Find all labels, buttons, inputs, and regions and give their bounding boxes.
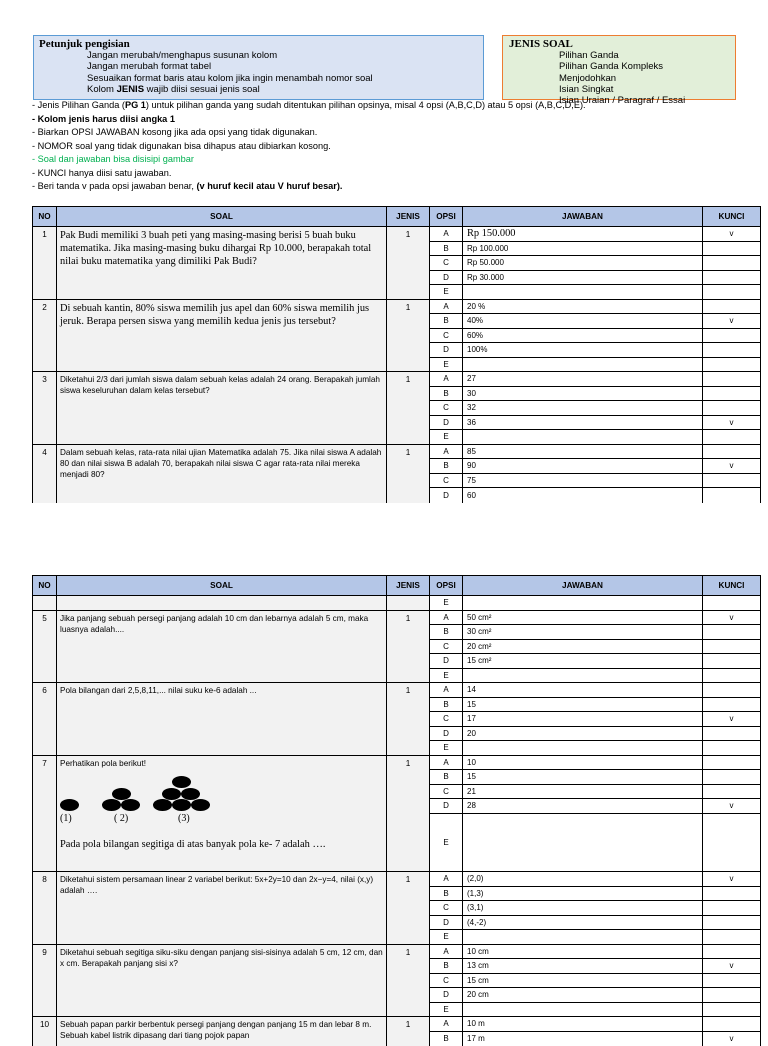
answer-key-cell[interactable] — [703, 916, 760, 931]
petunjuk-line: Kolom JENIS wajib diisi sesuai jenis soal — [39, 84, 478, 95]
option-answer-field[interactable]: 60 — [463, 488, 702, 503]
answer-key-cell[interactable] — [703, 329, 760, 344]
option-answer-field[interactable]: Rp 30.000 — [463, 271, 702, 286]
answer-key-cell[interactable] — [703, 625, 760, 640]
petunjuk-line: Jangan merubah/menghapus susunan kolom — [39, 50, 478, 61]
answer-key-cell[interactable] — [703, 814, 760, 873]
petunjuk-box — [33, 35, 484, 100]
option-answer-field[interactable]: 20 cm² — [463, 640, 702, 655]
option-keys — [703, 596, 761, 611]
option-letter: C — [430, 329, 462, 344]
question-text[interactable] — [57, 445, 387, 503]
option-letter: C — [430, 785, 462, 800]
option-letter: A — [430, 683, 462, 698]
option-letter: C — [430, 474, 462, 489]
pattern-dot — [181, 788, 200, 800]
option-answers — [463, 683, 703, 756]
option-answer-field[interactable]: 10 — [463, 756, 702, 771]
option-answer-field[interactable] — [463, 285, 702, 300]
question-type[interactable]: 1 — [387, 300, 430, 373]
option-letter: E — [430, 430, 462, 445]
option-answer-field[interactable]: 27 — [463, 372, 702, 387]
option-letter: C — [430, 401, 462, 416]
option-answer-field[interactable]: (2,0) — [463, 872, 702, 887]
answer-key-cell[interactable] — [703, 256, 760, 271]
jenis-soal-box — [502, 35, 736, 100]
question-type[interactable]: 1 — [387, 756, 430, 873]
answer-key-cell[interactable] — [703, 474, 760, 489]
question-text-line: Dalam sebuah kelas, rata-rata nilai ujian Matematika adalah 75. Jika nilai siswa A adalah 80 dan nilai siswa B adalah 70, berapakah nilai siswa C agar rata-rata nilai mereka menjadi 80? — [60, 447, 383, 480]
option-answer-field[interactable]: 50 cm² — [463, 611, 702, 626]
option-letter: E — [430, 596, 462, 611]
note-line: - Beri tanda v pada opsi jawaban benar, (v huruf kecil atau V huruf besar). — [32, 180, 586, 194]
option-letter: D — [430, 654, 462, 669]
option-letter: E — [430, 285, 462, 300]
option-keys — [703, 945, 761, 1018]
note-line: - Soal dan jawaban bisa disisipi gambar — [32, 153, 586, 167]
option-answer-field[interactable]: 15 — [463, 698, 702, 713]
option-letter: C — [430, 974, 462, 989]
answer-key-cell[interactable] — [703, 430, 760, 445]
answer-key-cell[interactable] — [703, 741, 760, 756]
pattern-dot — [121, 799, 140, 811]
jenis-soal-item: Pilihan Ganda Kompleks — [509, 61, 729, 72]
pattern-dot — [102, 799, 121, 811]
option-answer-field[interactable]: 100% — [463, 343, 702, 358]
option-answers — [463, 372, 703, 445]
header-opsi: OPSI — [430, 206, 463, 227]
answer-key-cell[interactable]: v — [703, 459, 760, 474]
question-type[interactable]: 1 — [387, 945, 430, 1018]
option-answer-field[interactable]: 15 cm — [463, 974, 702, 989]
question-number: 5 — [32, 611, 57, 684]
answer-key-cell[interactable]: v — [703, 1032, 760, 1046]
answer-key-cell[interactable] — [703, 785, 760, 800]
question-text[interactable] — [57, 1017, 387, 1046]
option-letter: E — [430, 669, 462, 684]
question-type[interactable]: 1 — [387, 445, 430, 503]
header-jawaban: JAWABAN — [463, 206, 703, 227]
pattern-dot — [60, 799, 79, 811]
petunjuk-line: Sesuaikan format baris atau kolom jika ingin menambah nomor soal — [39, 73, 478, 84]
option-answer-field[interactable] — [463, 930, 702, 945]
header-opsi: OPSI — [430, 575, 463, 596]
option-letter: A — [430, 300, 462, 315]
answer-key-cell[interactable]: v — [703, 712, 760, 727]
answer-key-cell[interactable]: v — [703, 959, 760, 974]
option-answer-field[interactable]: 40% — [463, 314, 702, 329]
question-text[interactable] — [57, 945, 387, 1018]
option-letter: D — [430, 488, 462, 503]
question-text[interactable] — [57, 596, 387, 611]
option-letter: A — [430, 756, 462, 771]
pattern-label: (3) — [178, 813, 190, 824]
pattern-dot — [162, 788, 181, 800]
option-answer-field[interactable]: 10 cm — [463, 945, 702, 960]
option-answers — [463, 872, 703, 945]
option-letter: D — [430, 271, 462, 286]
option-letter: A — [430, 227, 462, 242]
question-number: 4 — [32, 445, 57, 503]
option-answer-field[interactable]: 75 — [463, 474, 702, 489]
option-letter: B — [430, 770, 462, 785]
option-answer-field[interactable]: Rp 100.000 — [463, 242, 702, 257]
option-answers — [463, 756, 703, 873]
option-letter: D — [430, 727, 462, 742]
option-answer-field[interactable]: 90 — [463, 459, 702, 474]
option-letters — [430, 372, 463, 445]
question-number: 8 — [32, 872, 57, 945]
jenis-soal-item: Isian Uraian / Paragraf / Essai — [509, 95, 729, 106]
option-answer-field[interactable]: 20 cm — [463, 988, 702, 1003]
pattern-labels — [60, 813, 383, 827]
option-answer-field[interactable]: 21 — [463, 785, 702, 800]
option-answer-field[interactable] — [463, 669, 702, 684]
answer-key-cell[interactable] — [703, 271, 760, 286]
answer-key-cell[interactable] — [703, 488, 760, 503]
option-answers — [463, 227, 703, 300]
option-letter: B — [430, 959, 462, 974]
pattern-dot — [172, 776, 191, 788]
question-type[interactable]: 1 — [387, 372, 430, 445]
option-answers — [463, 596, 703, 611]
question-number: 6 — [32, 683, 57, 756]
option-letters — [430, 227, 463, 300]
option-letter: D — [430, 343, 462, 358]
option-answer-field[interactable] — [463, 741, 702, 756]
answer-key-cell[interactable] — [703, 654, 760, 669]
option-letter: A — [430, 445, 462, 460]
option-keys — [703, 300, 761, 373]
answer-key-cell[interactable] — [703, 343, 760, 358]
answer-key-cell[interactable]: v — [703, 799, 760, 814]
question-text[interactable] — [57, 872, 387, 945]
option-letter: E — [430, 930, 462, 945]
question-number: 7 — [32, 756, 57, 873]
option-answer-field[interactable] — [463, 430, 702, 445]
question-text[interactable] — [57, 756, 387, 873]
option-letters — [430, 445, 463, 503]
question-text[interactable] — [57, 300, 387, 373]
option-answer-field[interactable]: 36 — [463, 416, 702, 431]
pattern-label: (1) — [60, 813, 72, 824]
answer-key-cell[interactable] — [703, 770, 760, 785]
option-answer-field[interactable]: 20 — [463, 727, 702, 742]
question-text[interactable] — [57, 611, 387, 684]
option-answer-field[interactable]: 60% — [463, 329, 702, 344]
answer-key-cell[interactable]: v — [703, 227, 760, 242]
answer-key-cell[interactable] — [703, 640, 760, 655]
note-line: - Biarkan OPSI JAWABAN kosong jika ada opsi yang tidak digunakan. — [32, 126, 586, 140]
option-letter: C — [430, 901, 462, 916]
option-answer-field[interactable]: 14 — [463, 683, 702, 698]
question-type[interactable] — [387, 596, 430, 611]
question-text-line: Jika panjang sebuah persegi panjang adalah 10 cm dan lebarnya adalah 5 cm, maka luasnya adalah.... — [60, 613, 383, 635]
answer-key-cell[interactable] — [703, 727, 760, 742]
option-letter: C — [430, 640, 462, 655]
question-text-line: Diketahui sistem persamaan linear 2 variabel berikut: 5x+2y=10 dan 2x−y=4, nilai (x,y) adalah …. — [60, 874, 383, 896]
option-answers — [463, 611, 703, 684]
option-answer-field[interactable]: 10 m — [463, 1017, 702, 1032]
question-type[interactable]: 1 — [387, 872, 430, 945]
question-type[interactable]: 1 — [387, 1017, 430, 1046]
petunjuk-line: Jangan merubah format tabel — [39, 61, 478, 72]
option-keys — [703, 872, 761, 945]
option-keys — [703, 756, 761, 873]
option-answer-field[interactable]: 30 — [463, 387, 702, 402]
question-text-line: Perhatikan pola berikut! — [60, 758, 383, 769]
question-text-line: Pada pola bilangan segitiga di atas banyak pola ke- 7 adalah …. — [60, 839, 383, 850]
answer-key-cell[interactable] — [703, 358, 760, 373]
jenis-soal-item: Pilihan Ganda — [509, 50, 729, 61]
option-answer-field[interactable]: 30 cm² — [463, 625, 702, 640]
question-number: 10 — [32, 1017, 57, 1046]
question-number: 9 — [32, 945, 57, 1018]
option-answer-field[interactable] — [463, 814, 702, 873]
answer-key-cell[interactable] — [703, 669, 760, 684]
option-answer-field[interactable]: 15 cm² — [463, 654, 702, 669]
note-line: - Jenis Pilihan Ganda (PG 1) untuk pilihan ganda yang sudah ditentukan pilihan opsinya, misal 4 opsi (A,B,C,D) atau 5 opsi (A,B,C,D,E). — [32, 99, 586, 113]
option-answers — [463, 1017, 703, 1046]
option-letter: B — [430, 242, 462, 257]
answer-key-cell[interactable] — [703, 974, 760, 989]
answer-key-cell[interactable] — [703, 372, 760, 387]
option-answer-field[interactable]: Rp 50.000 — [463, 256, 702, 271]
answer-key-cell[interactable] — [703, 387, 760, 402]
note-line: - KUNCI hanya diisi satu jawaban. — [32, 167, 586, 181]
option-letter: A — [430, 945, 462, 960]
option-letter: A — [430, 1017, 462, 1032]
option-answer-field[interactable]: 32 — [463, 401, 702, 416]
header-soal: SOAL — [57, 206, 387, 227]
option-keys — [703, 683, 761, 756]
jenis-soal-title: JENIS SOAL — [509, 38, 729, 50]
pattern-dot — [153, 799, 172, 811]
option-answer-field[interactable] — [463, 1003, 702, 1018]
question-text[interactable] — [57, 372, 387, 445]
answer-key-cell[interactable] — [703, 242, 760, 257]
option-letters — [430, 945, 463, 1018]
note-line: - NOMOR soal yang tidak digunakan bisa dihapus atau dibiarkan kosong. — [32, 140, 586, 154]
answer-key-cell[interactable] — [703, 945, 760, 960]
option-letter: C — [430, 256, 462, 271]
option-keys — [703, 611, 761, 684]
option-letter: B — [430, 314, 462, 329]
answer-key-cell[interactable] — [703, 1017, 760, 1032]
option-answer-field[interactable]: 28 — [463, 799, 702, 814]
instruction-notes — [32, 99, 586, 194]
option-answer-field[interactable]: 15 — [463, 770, 702, 785]
header-jawaban: JAWABAN — [463, 575, 703, 596]
question-text[interactable] — [57, 227, 387, 300]
option-letter: C — [430, 712, 462, 727]
option-letter: E — [430, 1003, 462, 1018]
answer-key-cell[interactable]: v — [703, 314, 760, 329]
option-letter: B — [430, 459, 462, 474]
answer-key-cell[interactable]: v — [703, 416, 760, 431]
option-answer-field[interactable] — [463, 358, 702, 373]
jenis-soal-item: Menjodohkan — [509, 73, 729, 84]
header-soal: SOAL — [57, 575, 387, 596]
option-letter: B — [430, 1032, 462, 1046]
option-letters — [430, 756, 463, 873]
header-kunci: KUNCI — [703, 575, 761, 596]
answer-key-cell[interactable] — [703, 1003, 760, 1018]
option-answers — [463, 945, 703, 1018]
question-type[interactable]: 1 — [387, 611, 430, 684]
option-letter: B — [430, 887, 462, 902]
option-letters — [430, 611, 463, 684]
question-text-line: Di sebuah kantin, 80% siswa memilih jus apel dan 60% siswa memilih jus jeruk. Berapa persen siswa yang memilih kedua jenis jus tersebut? — [60, 302, 383, 328]
header-kunci: KUNCI — [703, 206, 761, 227]
option-keys — [703, 1017, 761, 1046]
question-text-line: Diketahui sebuah segitiga siku-siku dengan panjang sisi-sisinya adalah 5 cm, 12 cm, dan x cm. Berapakah panjang sisi x? — [60, 947, 383, 969]
answer-key-cell[interactable] — [703, 901, 760, 916]
option-answers — [463, 300, 703, 373]
petunjuk-title: Petunjuk pengisian — [39, 38, 478, 50]
question-text-line: Diketahui 2/3 dari jumlah siswa dalam sebuah kelas adalah 24 orang. Berapakah jumlah siswa keseluruhan dalam kelas tersebut? — [60, 374, 383, 396]
answer-key-cell[interactable]: v — [703, 611, 760, 626]
option-answer-field[interactable]: 17 — [463, 712, 702, 727]
answer-key-cell[interactable] — [703, 887, 760, 902]
option-keys — [703, 227, 761, 300]
option-letter: B — [430, 625, 462, 640]
option-answer-field[interactable]: 17 m — [463, 1032, 702, 1046]
option-letter: E — [430, 814, 462, 873]
option-letters — [430, 683, 463, 756]
question-text-line: Sebuah papan parkir berbentuk persegi panjang dengan panjang 15 m dan lebar 8 m. Sebuah kabel listrik dipasang dari tiang pojok papan — [60, 1019, 383, 1041]
answer-key-cell[interactable]: v — [703, 872, 760, 887]
option-answer-field[interactable] — [463, 596, 702, 611]
option-answer-field[interactable]: (1,3) — [463, 887, 702, 902]
pattern-label: ( 2) — [114, 813, 128, 824]
header-no: NO — [32, 575, 57, 596]
option-answer-field[interactable]: Rp 150.000 — [463, 227, 702, 242]
option-letter: D — [430, 416, 462, 431]
triangle-pattern-figure — [60, 769, 383, 813]
option-letter: D — [430, 799, 462, 814]
answer-key-cell[interactable] — [703, 683, 760, 698]
option-letter: B — [430, 698, 462, 713]
answer-key-cell[interactable] — [703, 596, 760, 611]
question-type[interactable]: 1 — [387, 227, 430, 300]
option-answer-field[interactable]: 85 — [463, 445, 702, 460]
jenis-soal-item: Isian Singkat — [509, 84, 729, 95]
option-letter: A — [430, 372, 462, 387]
answer-key-cell[interactable] — [703, 988, 760, 1003]
option-letters — [430, 596, 463, 611]
option-letter: D — [430, 916, 462, 931]
question-number: 3 — [32, 372, 57, 445]
option-answer-field[interactable]: 13 cm — [463, 959, 702, 974]
option-letter: A — [430, 611, 462, 626]
option-answers — [463, 445, 703, 503]
pattern-dot — [112, 788, 131, 800]
option-answer-field[interactable]: (3,1) — [463, 901, 702, 916]
option-letter: E — [430, 358, 462, 373]
question-number: 1 — [32, 227, 57, 300]
option-letter: E — [430, 741, 462, 756]
header-no: NO — [32, 206, 57, 227]
option-letters — [430, 872, 463, 945]
option-keys — [703, 372, 761, 445]
question-number — [32, 596, 57, 611]
question-number: 2 — [32, 300, 57, 373]
header-jenis: JENIS — [387, 206, 430, 227]
answer-key-cell[interactable] — [703, 285, 760, 300]
answer-key-cell[interactable] — [703, 756, 760, 771]
question-text-line: Pola bilangan dari 2,5,8,11,... nilai suku ke-6 adalah ... — [60, 685, 383, 696]
option-letter: B — [430, 387, 462, 402]
pattern-dot — [172, 799, 191, 811]
option-letters — [430, 300, 463, 373]
question-text-line: Pak Budi memiliki 3 buah peti yang masing-masing berisi 5 buah buku matematika. Jika masing-masing buku dihargai Rp 10.000, berapakah total nilai buku matematika yang dimiliki Pak Budi? — [60, 229, 383, 268]
option-letters — [430, 1017, 463, 1046]
option-keys — [703, 445, 761, 503]
answer-key-cell[interactable] — [703, 300, 760, 315]
pattern-dot — [191, 799, 210, 811]
answer-key-cell[interactable] — [703, 445, 760, 460]
answer-key-cell[interactable] — [703, 698, 760, 713]
answer-key-cell[interactable] — [703, 930, 760, 945]
header-jenis: JENIS — [387, 575, 430, 596]
answer-key-cell[interactable] — [703, 401, 760, 416]
question-text[interactable] — [57, 683, 387, 756]
option-letter: A — [430, 872, 462, 887]
note-line: - Kolom jenis harus diisi angka 1 — [32, 113, 586, 127]
option-answer-field[interactable]: (4,-2) — [463, 916, 702, 931]
option-letter: D — [430, 988, 462, 1003]
question-type[interactable]: 1 — [387, 683, 430, 756]
option-answer-field[interactable]: 20 % — [463, 300, 702, 315]
